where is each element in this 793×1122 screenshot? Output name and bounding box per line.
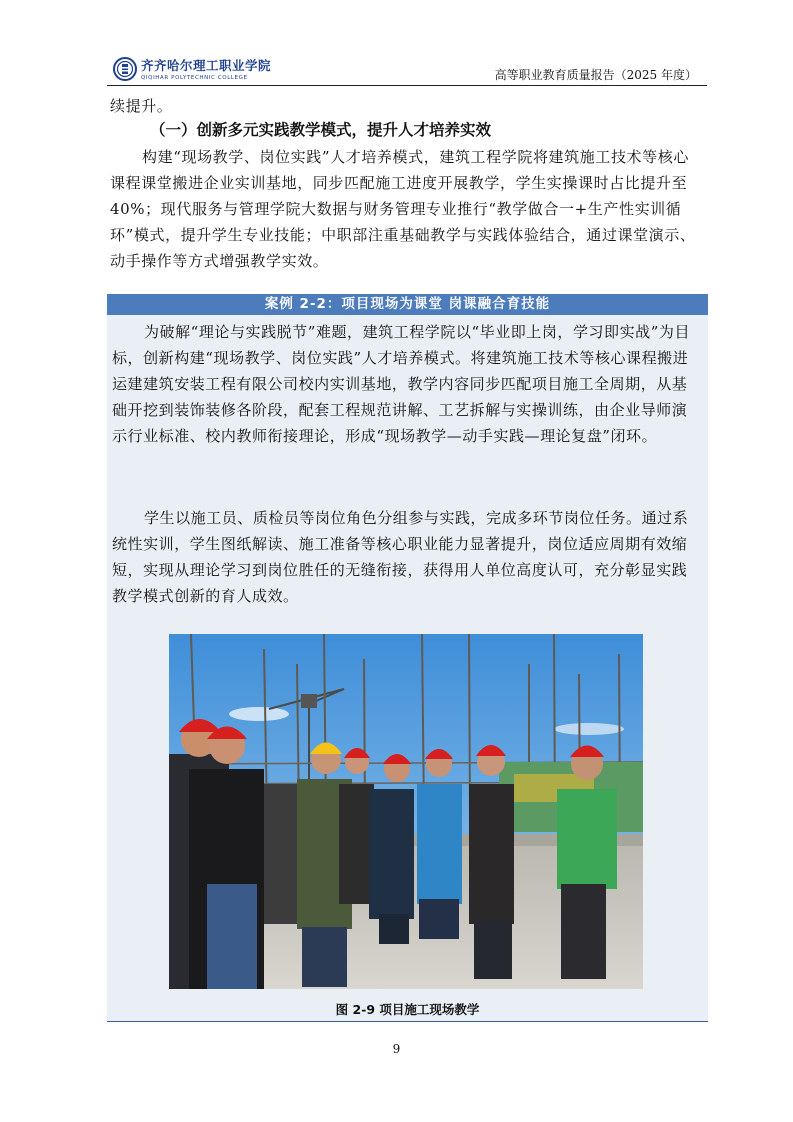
- case-paragraph-1: 为破解“理论与实践脱节”难题，建筑工程学院以“毕业即上岗，学习即实战”为目标，创新构建“现场教学、岗位实践”人才培养模式。将建筑施工技术等核心课程搬进运建建筑安装工程有限公司校内实训基地，教学内容同步匹配项目施工全周期，从基础开挖到装饰装修各阶段，配套工程规范讲解、工艺拆解与实操训练，由企业导师演示行业标准、校内教师衔接理论，形成“现场教学—动手实践—理论复盘”闭环。: [112, 323, 691, 445]
- figure-caption: 图 2-9 项目施工现场教学: [335, 1002, 480, 1017]
- continuation-text: 续提升。: [110, 97, 173, 115]
- section-paragraph: 构建“现场教学、岗位实践”人才培养模式，建筑工程学院将建筑施工技术等核心课程课堂搬进企业实训基地，同步匹配施工进度开展教学，学生实操课时占比提升至 40%；现代服务与管理学院大数据与财务管理专业推行“教学做合一+生产性实训循环”模式，提升学生专业技能；中职部注重基础教学与实践体验结合，通过课堂演示、动手操作等方式增强教学实效。: [110, 148, 696, 270]
- college-logo-text: [141, 56, 271, 81]
- case-study-box: [107, 294, 708, 1022]
- page-header: [107, 52, 707, 86]
- page-number: 9: [392, 1042, 401, 1056]
- college-name-en: QIQIHAR POLYTECHNIC COLLEGE: [141, 75, 248, 81]
- case-paragraph-2: 学生以施工员、质检员等岗位角色分组参与实践，完成多环节岗位任务。通过系统性实训，学生图纸解读、施工准备等核心职业能力显著提升，岗位适应周期有效缩短，实现从理论学习到岗位胜任的无缝衔接，获得用人单位高度认可，充分彰显实践教学模式创新的育人成效。: [112, 509, 689, 605]
- college-logo-icon: [113, 57, 137, 81]
- construction-site-photo: [169, 634, 643, 989]
- college-name-cn: 齐齐哈尔理工职业学院: [141, 58, 272, 73]
- section-heading: （一）创新多元实践教学模式，提升人才培养实效: [150, 121, 492, 139]
- report-title: 高等职业教育质量报告（2025 年度）: [494, 68, 697, 82]
- case-title: 案例 2-2：项目现场为课堂 岗课融合育技能: [107, 294, 708, 315]
